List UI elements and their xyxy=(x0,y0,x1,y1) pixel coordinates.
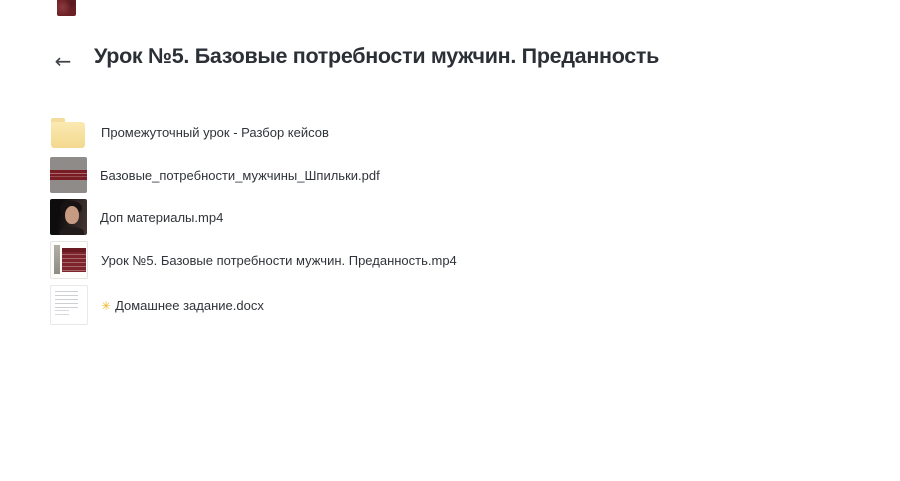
file-name-with-emoji xyxy=(101,298,264,313)
file-row-folder[interactable] xyxy=(50,114,850,151)
folder-body xyxy=(51,122,85,148)
file-name: Домашнее задание.docx xyxy=(115,297,264,313)
document-text-lines xyxy=(55,310,69,315)
pdf-thumbnail xyxy=(50,157,87,193)
pdf-red-band xyxy=(50,170,87,180)
cutoff-thumbnail xyxy=(57,0,76,16)
video-slide-thumbnail xyxy=(50,241,88,279)
file-list xyxy=(50,114,850,331)
file-name: Урок №5. Базовые потребности мужчин. Преданность.mp4 xyxy=(101,252,457,268)
document-thumbnail xyxy=(50,285,88,325)
file-row-docx[interactable] xyxy=(50,285,850,325)
page-title: Урок №5. Базовые потребности мужчин. Преданность xyxy=(94,44,660,68)
sun-burst-emoji-icon: ✳ xyxy=(101,298,112,313)
person-face xyxy=(65,206,79,224)
document-text-lines xyxy=(55,291,78,308)
file-row-video-1[interactable] xyxy=(50,199,850,235)
person-body xyxy=(60,227,84,235)
file-row-video-2[interactable] xyxy=(50,241,850,279)
video-person-thumbnail xyxy=(50,199,87,235)
file-name: Базовые_потребности_мужчины_Шпильки.pdf xyxy=(100,167,380,183)
file-name: Промежуточный урок - Разбор кейсов xyxy=(101,125,329,140)
file-row-pdf[interactable] xyxy=(50,157,850,193)
folder-icon xyxy=(50,114,88,151)
back-arrow-icon[interactable]: ← xyxy=(50,48,76,74)
header xyxy=(0,44,900,76)
file-name: Доп материалы.mp4 xyxy=(100,209,224,225)
presenter-strip xyxy=(54,245,60,274)
red-slide xyxy=(62,248,86,272)
